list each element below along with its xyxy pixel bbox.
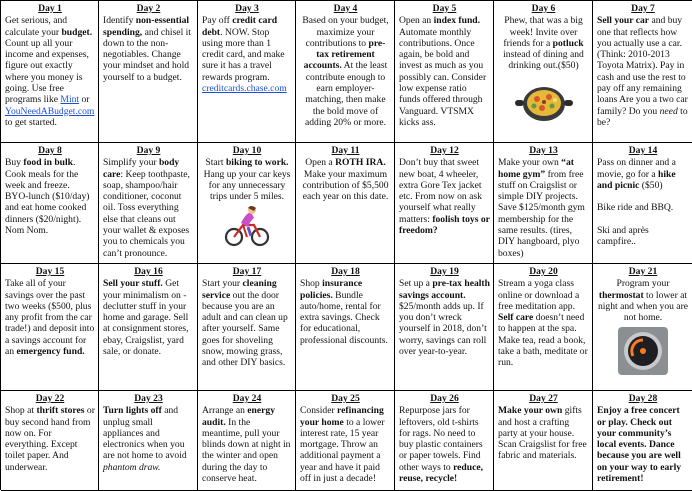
day-6-text-part: instead of dining and drinking out.($50) (503, 49, 584, 72)
day-24-cell (198, 391, 296, 491)
day-28-text (597, 405, 689, 484)
day-14-text-part: ($50) Bike ride and BBQ. Ski and après campfire.. (597, 179, 674, 248)
day-17-text-part: Start your (202, 278, 243, 290)
day-7-text (597, 15, 689, 128)
day-12-title: Day 12 (430, 145, 459, 156)
day-23-cell (99, 391, 198, 491)
day-5-text-part: Automate monthly contributions. Once again, be bold and invest as much as you possibly can. Consider low expense ratio funds offered through Vanguard. VTSMX kicks ass. (399, 26, 487, 128)
day-20-text-part: doesn’t need to happen at the spa. Make tea, read a book, take a bath, meditate or run. (498, 312, 588, 369)
day-26-text (399, 405, 490, 484)
day-22-cell (1, 391, 99, 491)
day-7-cell (593, 1, 692, 143)
day-16-title: Day 16 (134, 266, 163, 277)
day-15-text (5, 278, 95, 357)
day-7-text-part: and buy one that reflects how you actually use a car. (Think: 2010-2013 Toyota Matrix). Pay in cash and use the rest to pay off any remaining loans Are you a two car family? Do you (597, 15, 688, 117)
day-17-text-part: out the door because you are an adult and can clean up after yourself. Same goes for shoveling snow, mowing grass, and other DIY basics. (202, 289, 288, 369)
day-3-text-part: . NOW. Stop using more than 1 credit card, and make sure it has a travel rewards program. (202, 26, 285, 83)
day-19-text-part: Set up a (399, 278, 433, 290)
day-4-title: Day 4 (333, 3, 358, 14)
day-22-title: Day 22 (35, 393, 65, 404)
day-1-text (5, 15, 95, 128)
day-16-text-part: Sell your stuff. (103, 278, 163, 290)
day-2-text-part: Identify (103, 15, 136, 27)
day-11-cell (296, 143, 395, 264)
day-21-title: Day 21 (628, 266, 658, 277)
day-8-text-part: food in bulk (23, 157, 74, 169)
day-10-text-part: Start (205, 157, 226, 169)
day-3-title: Day 3 (235, 3, 259, 14)
day-7-text-part: to be? (597, 105, 688, 128)
day-19-text (399, 278, 490, 357)
day-2-cell (99, 1, 198, 143)
day-25-title: Day 25 (331, 393, 360, 404)
day-21-text-part: Program your (616, 278, 670, 290)
day-4-text (300, 15, 391, 128)
day-22-text-part: or buy second hand from now on. For everything. Except toilet paper. And underwear. (5, 405, 95, 473)
day-17-title: Day 17 (232, 266, 262, 277)
day-20-text-part: Self care (498, 312, 534, 324)
day-1-title: Day 1 (38, 3, 62, 14)
day-19-text-part: pre-tax health savings account. (399, 278, 490, 301)
day-26-cell (395, 391, 494, 491)
day-16-text-part: Get your minimalism on - declutter stuff in your home and garage. Sell at consignment stores, ebay, Craigslist, yard sale, or donate. (103, 278, 189, 358)
paella-pan-icon (515, 75, 573, 127)
day-9-text-part: Simplify your (103, 157, 159, 169)
day-12-text-part: foolish toys or freedom? (399, 213, 490, 237)
day-3-text-part: credit card debt (202, 15, 278, 38)
day-25-cell (296, 391, 395, 491)
day-22-text-part: thrift stores (36, 405, 85, 417)
day-16-cell (99, 264, 198, 391)
day-18-cell (296, 264, 395, 391)
day-10-text (202, 157, 292, 202)
day-23-text (103, 405, 194, 473)
day-8-title: Day 8 (38, 145, 62, 156)
day-14-cell (593, 143, 692, 264)
day-21-text-part: to lower at night and when you are not home. (597, 289, 689, 324)
day-3-text (202, 15, 292, 94)
day-26-text-part: Repurpose jars for leftovers, old t-shirts for rags. No need to buy plastic containers or paper towels. Find other ways to (399, 405, 483, 473)
day-23-text-part: phantom draw. (103, 461, 161, 473)
day-9-text-part: body care (103, 157, 180, 180)
day-19-cell (395, 264, 494, 391)
day-27-cell (494, 391, 593, 491)
day-17-text (202, 278, 292, 368)
day-15-text-part: Take all of your savings over the past two weeks ($500, plus any profit from the car trade!) and deposit into a savings account for an (5, 278, 95, 358)
day-13-cell (494, 143, 593, 264)
day-5-cell (395, 1, 494, 143)
day-22-text-part: Shop at (5, 405, 37, 417)
day-4-text-part: Based on your budget, maximize your contributions to (302, 15, 389, 49)
day-13-text (498, 157, 589, 259)
day-18-text-part: Shop (300, 278, 323, 290)
day-1-link[interactable]: YouNeedABudget.com (5, 105, 95, 117)
day-23-title: Day 23 (134, 393, 163, 404)
day-16-text (103, 278, 194, 357)
day-11-text-part: ROTH IRA. (335, 157, 386, 169)
day-9-title: Day 9 (136, 145, 161, 156)
day-24-text (202, 405, 292, 484)
day-14-text-part: Pass on dinner and a movie, go for a (597, 157, 676, 180)
day-11-text (300, 157, 391, 202)
day-8-text-part: . Cook meals for the week and freeze. BYO-lunch ($10/day) and eat home cooked dinners ($20/night). Nom Nom. (5, 157, 90, 237)
day-11-text-part: Open a (305, 157, 336, 169)
day-25-text (300, 405, 391, 484)
day-1-text-part: to get started. (5, 116, 57, 128)
day-10-title: Day 10 (232, 145, 262, 156)
day-11-title: Day 11 (331, 145, 360, 156)
day-20-text-part: Stream a yoga class online or download a free meditation app. (498, 278, 580, 312)
day-18-text (300, 278, 391, 346)
day-13-title: Day 13 (529, 145, 558, 156)
day-20-title: Day 20 (529, 266, 558, 277)
day-25-text-part: Consider (300, 405, 338, 417)
day-3-link[interactable]: creditcards.chase.com (202, 83, 287, 95)
day-9-text-part: : Keep toothpaste, soap, shampoo/hair conditioner, coconut oil. Toss everything else that cleans out your wallet & exposes you to chemicals you can’t pronounce. (103, 168, 190, 259)
day-9-text (103, 157, 194, 259)
day-25-text-part: refinancing your home (300, 405, 384, 428)
day-5-text (399, 15, 490, 128)
day-11-text-part: Make your maximum contribution of $5,500 each year on this date. (302, 168, 389, 203)
day-8-text (5, 157, 95, 236)
day-21-text-part: thermostat (598, 289, 644, 301)
day-6-text (498, 15, 589, 71)
day-20-cell (494, 264, 593, 391)
day-13-text-part: “at home gym” (498, 157, 574, 180)
day-2-title: Day 2 (136, 3, 161, 14)
day-24-title: Day 24 (232, 393, 262, 404)
day-28-title: Day 28 (628, 393, 658, 404)
day-17-cell (198, 264, 296, 391)
day-1-link[interactable]: Mint (60, 94, 80, 106)
day-22-text (5, 405, 95, 473)
day-7-title: Day 7 (631, 3, 655, 14)
day-6-title: Day 6 (531, 3, 556, 14)
day-5-text-part: index fund. (433, 15, 481, 27)
day-3-cell (198, 1, 296, 143)
day-14-title: Day 14 (628, 145, 658, 156)
day-18-text-part: insurance policies. (300, 278, 363, 301)
day-23-text-part: Turn lights off (103, 405, 162, 417)
day-10-cell (198, 143, 296, 264)
day-6-text-part: potluck (552, 37, 584, 49)
day-18-text-part: Bundle auto/home, rental for extra savings. Check for educational, professional discounts. (300, 289, 388, 346)
day-24-text-part: energy audit. (202, 405, 275, 428)
day-26-text-part: reduce, reuse, recycle! (399, 461, 484, 485)
day-26-title: Day 26 (430, 393, 459, 404)
day-14-text (597, 157, 689, 247)
day-4-cell (296, 1, 395, 143)
day-10-text-part: Hang up your car keys for any unnecessary trips under 5 miles. (203, 168, 291, 203)
day-1-cell (1, 1, 99, 143)
day-2-text (103, 15, 194, 83)
day-23-text-part: and unplug small appliances and electronics when you are not home to avoid (103, 405, 187, 462)
day-27-title: Day 27 (529, 393, 558, 404)
day-27-text-part: gifts and host a crafting party at your house. Scan Craigslist for free fabric and materials. (498, 405, 587, 462)
smart-thermostat-icon (617, 326, 669, 376)
day-19-title: Day 19 (430, 266, 459, 277)
day-14-text-part: hike and picnic (597, 168, 676, 191)
day-8-cell (1, 143, 99, 264)
day-28-text-part: Enjoy a free concert or play. Check out your community’s local events. Dance because you are well on your way to early retirement! (597, 405, 682, 485)
day-4-text-part: pre-tax retirement accounts. (303, 37, 386, 72)
day-17-text-part: cleaning service (202, 278, 277, 301)
day-15-text-part: emergency fund. (16, 346, 85, 358)
day-5-title: Day 5 (432, 3, 457, 14)
day-21-text (597, 278, 689, 323)
day-4-text-part: At the least contribute enough to earn employer-matching, then make the bold move of adding 20% or more. (305, 60, 388, 128)
day-3-text-part: Pay off (202, 15, 233, 27)
day-7-text-part: need (659, 105, 678, 117)
day-1-text-part: Count up all your income and expenses, figure out exactly where you money is going. Use free programs like (5, 37, 89, 106)
day-1-text-part: budget. (61, 26, 93, 38)
day-1-text-part: or (79, 94, 90, 106)
day-9-cell (99, 143, 198, 264)
day-19-text-part: $25/month adds up. If you don’t wreck yourself in 2018, don’t worry, savings can roll over year-to-year. (399, 300, 487, 358)
day-13-text-part: from free stuff on Craigslist or simple DIY projects. Save $125/month gym membership for the same results. (tires, DIY hangboard, plyo boxes) (498, 168, 585, 259)
day-20-text (498, 278, 589, 368)
day-18-title: Day 18 (331, 266, 360, 277)
woman-cycling-icon (224, 205, 270, 247)
day-1-text-part: Get serious, and calculate your (5, 15, 68, 38)
day-15-title: Day 15 (35, 266, 65, 277)
day-7-text-part: Sell your car (597, 15, 650, 27)
day-21-cell (593, 264, 692, 391)
day-10-text-part: biking to work. (225, 157, 289, 169)
day-2-text-part: non-essential spending, (103, 15, 190, 38)
day-12-cell (395, 143, 494, 264)
day-12-text (399, 157, 490, 236)
day-15-cell (1, 264, 99, 391)
day-6-cell (494, 1, 593, 143)
day-27-text-part: Make your own (498, 405, 563, 417)
day-6-text-part: Phew, that was a big week! Invite over friends for a (503, 15, 583, 49)
day-2-text-part: and chisel it down to the non-negotiables. Change your mindset and hold yourself to a budget. (103, 26, 191, 83)
day-5-text-part: Open an (399, 15, 434, 27)
day-28-cell (593, 391, 692, 491)
day-25-text-part: to a lower interest rate, 15 year mortgage. Throw an additional payment a year and have it paid off in just a decade! (300, 416, 385, 485)
day-8-text-part: Buy (5, 157, 24, 169)
day-24-text-part: Arrange an (202, 405, 248, 417)
day-12-text-part: Don’t buy that sweet new boat, 4 wheeler, extra Gore Tex jacket etc. From now on ask yourself what really matters: (399, 157, 482, 225)
day-24-text-part: In the meantime, pull your blinds down at night in the winter and open during the day to conserve heat. (202, 416, 291, 485)
day-13-text-part: Make your own (498, 157, 562, 169)
day-27-text (498, 405, 589, 461)
